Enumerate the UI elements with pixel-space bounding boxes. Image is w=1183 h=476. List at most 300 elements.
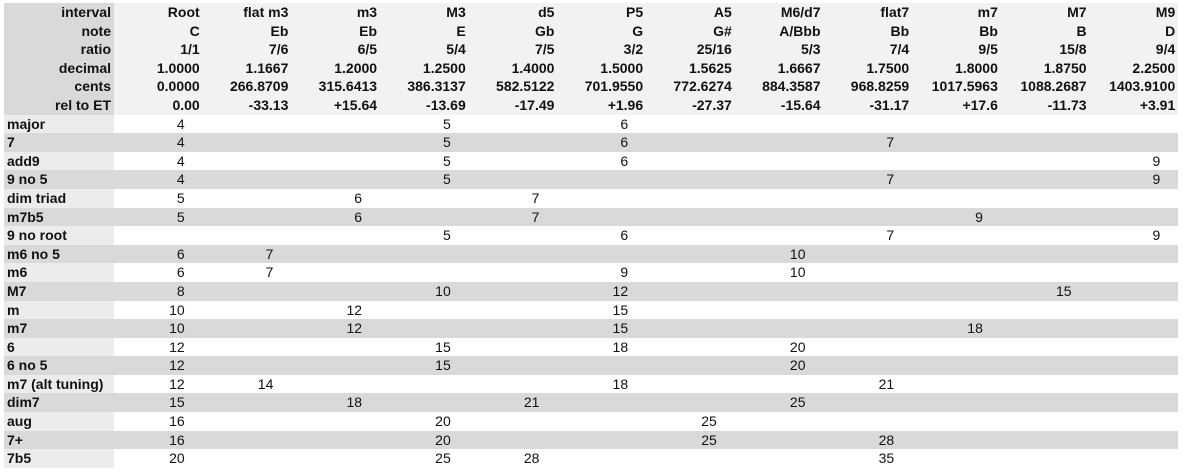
chord-value-cell[interactable] bbox=[469, 375, 558, 394]
header-value-cell[interactable]: flat m3 bbox=[203, 3, 292, 22]
chord-value-cell[interactable] bbox=[1090, 375, 1179, 394]
chord-value-cell[interactable] bbox=[203, 393, 292, 412]
chord-value-cell[interactable] bbox=[291, 226, 380, 245]
row-header-cell[interactable]: rel to ET bbox=[4, 96, 114, 115]
chord-value-cell[interactable] bbox=[735, 208, 824, 227]
header-value-cell[interactable]: 9/4 bbox=[1090, 40, 1179, 59]
chord-value-cell[interactable]: 5 bbox=[380, 115, 469, 134]
chord-value-cell[interactable] bbox=[469, 431, 558, 450]
chord-value-cell[interactable]: 12 bbox=[291, 319, 380, 338]
chord-value-cell[interactable] bbox=[203, 115, 292, 134]
chord-value-cell[interactable] bbox=[291, 412, 380, 431]
chord-value-cell[interactable] bbox=[824, 282, 913, 301]
chord-value-cell[interactable] bbox=[469, 133, 558, 152]
header-value-cell[interactable]: G bbox=[557, 22, 646, 41]
chord-value-cell[interactable] bbox=[1090, 208, 1179, 227]
header-value-cell[interactable]: 3/2 bbox=[557, 40, 646, 59]
chord-name-cell[interactable]: m6 bbox=[4, 263, 114, 282]
chord-value-cell[interactable]: 21 bbox=[824, 375, 913, 394]
header-value-cell[interactable]: D bbox=[1090, 22, 1179, 41]
header-value-cell[interactable]: Bb bbox=[912, 22, 1001, 41]
header-value-cell[interactable]: -15.64 bbox=[735, 96, 824, 115]
chord-value-cell[interactable]: 5 bbox=[380, 133, 469, 152]
chord-value-cell[interactable] bbox=[912, 393, 1001, 412]
chord-value-cell[interactable] bbox=[646, 301, 735, 320]
header-value-cell[interactable]: 1.1667 bbox=[203, 59, 292, 78]
chord-value-cell[interactable] bbox=[380, 319, 469, 338]
chord-value-cell[interactable]: 15 bbox=[557, 301, 646, 320]
chord-value-cell[interactable] bbox=[1001, 338, 1090, 357]
chord-value-cell[interactable] bbox=[912, 282, 1001, 301]
chord-value-cell[interactable]: 7 bbox=[824, 133, 913, 152]
header-value-cell[interactable]: -31.17 bbox=[824, 96, 913, 115]
chord-value-cell[interactable] bbox=[1001, 319, 1090, 338]
chord-value-cell[interactable]: 9 bbox=[912, 208, 1001, 227]
chord-name-cell[interactable]: 7 bbox=[4, 133, 114, 152]
chord-value-cell[interactable]: 7 bbox=[469, 189, 558, 208]
chord-value-cell[interactable]: 4 bbox=[114, 170, 203, 189]
chord-value-cell[interactable]: 18 bbox=[291, 393, 380, 412]
chord-value-cell[interactable]: 10 bbox=[735, 263, 824, 282]
chord-value-cell[interactable] bbox=[912, 263, 1001, 282]
chord-value-cell[interactable] bbox=[646, 115, 735, 134]
chord-value-cell[interactable] bbox=[1001, 245, 1090, 264]
chord-value-cell[interactable] bbox=[735, 412, 824, 431]
header-value-cell[interactable]: Bb bbox=[824, 22, 913, 41]
header-value-cell[interactable]: +1.96 bbox=[557, 96, 646, 115]
chord-value-cell[interactable] bbox=[646, 263, 735, 282]
chord-value-cell[interactable] bbox=[469, 263, 558, 282]
header-value-cell[interactable]: 1.4000 bbox=[469, 59, 558, 78]
chord-value-cell[interactable] bbox=[735, 319, 824, 338]
header-value-cell[interactable]: 1.7500 bbox=[824, 59, 913, 78]
chord-value-cell[interactable] bbox=[824, 189, 913, 208]
header-value-cell[interactable]: 5/3 bbox=[735, 40, 824, 59]
row-header-cell[interactable]: ratio bbox=[4, 40, 114, 59]
header-value-cell[interactable]: 7/6 bbox=[203, 40, 292, 59]
header-value-cell[interactable]: Eb bbox=[203, 22, 292, 41]
chord-value-cell[interactable] bbox=[380, 208, 469, 227]
chord-value-cell[interactable]: 21 bbox=[469, 393, 558, 412]
chord-value-cell[interactable] bbox=[735, 226, 824, 245]
chord-value-cell[interactable] bbox=[203, 133, 292, 152]
chord-value-cell[interactable] bbox=[291, 133, 380, 152]
chord-value-cell[interactable]: 4 bbox=[114, 152, 203, 171]
header-value-cell[interactable]: M7 bbox=[1001, 3, 1090, 22]
chord-value-cell[interactable] bbox=[469, 226, 558, 245]
header-value-cell[interactable]: -33.13 bbox=[203, 96, 292, 115]
chord-value-cell[interactable] bbox=[735, 301, 824, 320]
row-header-cell[interactable]: interval bbox=[4, 3, 114, 22]
chord-name-cell[interactable]: 7b5 bbox=[4, 449, 114, 468]
header-value-cell[interactable]: A/Bbb bbox=[735, 22, 824, 41]
chord-value-cell[interactable] bbox=[203, 282, 292, 301]
chord-value-cell[interactable] bbox=[557, 412, 646, 431]
chord-value-cell[interactable]: 6 bbox=[557, 152, 646, 171]
chord-value-cell[interactable] bbox=[557, 245, 646, 264]
chord-value-cell[interactable] bbox=[1001, 208, 1090, 227]
chord-value-cell[interactable] bbox=[291, 115, 380, 134]
header-value-cell[interactable]: 884.3587 bbox=[735, 77, 824, 96]
header-value-cell[interactable]: 1.2000 bbox=[291, 59, 380, 78]
chord-value-cell[interactable] bbox=[1001, 301, 1090, 320]
header-value-cell[interactable]: 1403.9100 bbox=[1090, 77, 1179, 96]
chord-value-cell[interactable] bbox=[824, 412, 913, 431]
chord-value-cell[interactable]: 10 bbox=[380, 282, 469, 301]
chord-value-cell[interactable] bbox=[380, 375, 469, 394]
chord-value-cell[interactable] bbox=[735, 115, 824, 134]
chord-value-cell[interactable]: 5 bbox=[114, 208, 203, 227]
chord-value-cell[interactable]: 7 bbox=[824, 170, 913, 189]
header-value-cell[interactable]: 25/16 bbox=[646, 40, 735, 59]
header-value-cell[interactable]: m3 bbox=[291, 3, 380, 22]
chord-value-cell[interactable] bbox=[203, 319, 292, 338]
chord-value-cell[interactable] bbox=[824, 356, 913, 375]
chord-value-cell[interactable] bbox=[824, 208, 913, 227]
chord-value-cell[interactable] bbox=[646, 319, 735, 338]
chord-value-cell[interactable]: 16 bbox=[114, 412, 203, 431]
chord-value-cell[interactable] bbox=[646, 245, 735, 264]
chord-value-cell[interactable] bbox=[1090, 338, 1179, 357]
chord-value-cell[interactable] bbox=[291, 245, 380, 264]
chord-value-cell[interactable]: 5 bbox=[380, 226, 469, 245]
chord-value-cell[interactable] bbox=[203, 189, 292, 208]
chord-value-cell[interactable] bbox=[557, 208, 646, 227]
header-value-cell[interactable]: -27.37 bbox=[646, 96, 735, 115]
chord-value-cell[interactable] bbox=[557, 393, 646, 412]
chord-value-cell[interactable]: 28 bbox=[824, 431, 913, 450]
chord-value-cell[interactable] bbox=[912, 115, 1001, 134]
header-value-cell[interactable]: 1.0000 bbox=[114, 59, 203, 78]
chord-value-cell[interactable] bbox=[912, 431, 1001, 450]
chord-value-cell[interactable] bbox=[203, 152, 292, 171]
chord-value-cell[interactable] bbox=[646, 356, 735, 375]
chord-value-cell[interactable] bbox=[1090, 301, 1179, 320]
chord-value-cell[interactable] bbox=[1001, 356, 1090, 375]
chord-value-cell[interactable] bbox=[735, 170, 824, 189]
chord-value-cell[interactable] bbox=[1090, 449, 1179, 468]
chord-value-cell[interactable]: 25 bbox=[646, 412, 735, 431]
chord-name-cell[interactable]: 6 no 5 bbox=[4, 356, 114, 375]
chord-value-cell[interactable] bbox=[1090, 282, 1179, 301]
chord-value-cell[interactable] bbox=[469, 301, 558, 320]
chord-value-cell[interactable]: 9 bbox=[1090, 170, 1179, 189]
chord-value-cell[interactable]: 18 bbox=[912, 319, 1001, 338]
header-value-cell[interactable]: +3.91 bbox=[1090, 96, 1179, 115]
chord-value-cell[interactable]: 15 bbox=[380, 356, 469, 375]
header-value-cell[interactable]: Eb bbox=[291, 22, 380, 41]
chord-value-cell[interactable] bbox=[380, 245, 469, 264]
chord-value-cell[interactable] bbox=[735, 152, 824, 171]
chord-name-cell[interactable]: m7 bbox=[4, 319, 114, 338]
chord-value-cell[interactable]: 14 bbox=[203, 375, 292, 394]
chord-value-cell[interactable]: 10 bbox=[114, 319, 203, 338]
chord-value-cell[interactable]: 6 bbox=[557, 133, 646, 152]
chord-value-cell[interactable]: 9 bbox=[1090, 226, 1179, 245]
header-value-cell[interactable]: 2.2500 bbox=[1090, 59, 1179, 78]
chord-value-cell[interactable] bbox=[469, 170, 558, 189]
chord-value-cell[interactable] bbox=[646, 208, 735, 227]
header-value-cell[interactable]: m7 bbox=[912, 3, 1001, 22]
chord-value-cell[interactable] bbox=[380, 189, 469, 208]
header-value-cell[interactable]: G# bbox=[646, 22, 735, 41]
header-value-cell[interactable]: 9/5 bbox=[912, 40, 1001, 59]
chord-value-cell[interactable]: 7 bbox=[469, 208, 558, 227]
chord-value-cell[interactable] bbox=[824, 301, 913, 320]
header-value-cell[interactable]: C bbox=[114, 22, 203, 41]
chord-value-cell[interactable]: 8 bbox=[114, 282, 203, 301]
chord-value-cell[interactable] bbox=[114, 226, 203, 245]
chord-value-cell[interactable]: 6 bbox=[557, 226, 646, 245]
chord-value-cell[interactable] bbox=[824, 115, 913, 134]
chord-value-cell[interactable] bbox=[469, 115, 558, 134]
chord-value-cell[interactable] bbox=[646, 133, 735, 152]
chord-value-cell[interactable] bbox=[1001, 375, 1090, 394]
row-header-cell[interactable]: cents bbox=[4, 77, 114, 96]
chord-value-cell[interactable] bbox=[646, 393, 735, 412]
chord-value-cell[interactable] bbox=[912, 152, 1001, 171]
chord-value-cell[interactable]: 16 bbox=[114, 431, 203, 450]
chord-value-cell[interactable] bbox=[1090, 189, 1179, 208]
row-header-cell[interactable]: decimal bbox=[4, 59, 114, 78]
chord-name-cell[interactable]: major bbox=[4, 115, 114, 134]
chord-value-cell[interactable]: 12 bbox=[114, 356, 203, 375]
chord-value-cell[interactable] bbox=[1001, 393, 1090, 412]
chord-value-cell[interactable] bbox=[380, 301, 469, 320]
chord-value-cell[interactable]: 6 bbox=[114, 245, 203, 264]
chord-value-cell[interactable] bbox=[646, 226, 735, 245]
chord-name-cell[interactable]: add9 bbox=[4, 152, 114, 171]
chord-value-cell[interactable] bbox=[735, 189, 824, 208]
chord-value-cell[interactable]: 18 bbox=[557, 338, 646, 357]
header-value-cell[interactable]: E bbox=[380, 22, 469, 41]
chord-value-cell[interactable] bbox=[1090, 245, 1179, 264]
header-value-cell[interactable]: 7/5 bbox=[469, 40, 558, 59]
header-value-cell[interactable]: 1.5000 bbox=[557, 59, 646, 78]
chord-value-cell[interactable]: 5 bbox=[114, 189, 203, 208]
chord-value-cell[interactable]: 15 bbox=[114, 393, 203, 412]
chord-name-cell[interactable]: M7 bbox=[4, 282, 114, 301]
chord-value-cell[interactable]: 10 bbox=[735, 245, 824, 264]
chord-value-cell[interactable] bbox=[824, 152, 913, 171]
chord-value-cell[interactable] bbox=[1001, 133, 1090, 152]
chord-value-cell[interactable] bbox=[646, 152, 735, 171]
chord-value-cell[interactable] bbox=[469, 245, 558, 264]
chord-value-cell[interactable] bbox=[203, 431, 292, 450]
chord-value-cell[interactable] bbox=[1090, 412, 1179, 431]
chord-value-cell[interactable] bbox=[1090, 133, 1179, 152]
chord-value-cell[interactable]: 28 bbox=[469, 449, 558, 468]
chord-value-cell[interactable] bbox=[912, 338, 1001, 357]
chord-value-cell[interactable]: 6 bbox=[114, 263, 203, 282]
header-value-cell[interactable]: P5 bbox=[557, 3, 646, 22]
chord-value-cell[interactable] bbox=[291, 431, 380, 450]
header-value-cell[interactable]: -17.49 bbox=[469, 96, 558, 115]
chord-value-cell[interactable]: 7 bbox=[203, 245, 292, 264]
header-value-cell[interactable]: 7/4 bbox=[824, 40, 913, 59]
header-value-cell[interactable]: 315.6413 bbox=[291, 77, 380, 96]
header-value-cell[interactable]: Root bbox=[114, 3, 203, 22]
chord-value-cell[interactable]: 25 bbox=[646, 431, 735, 450]
chord-value-cell[interactable]: 20 bbox=[735, 338, 824, 357]
chord-value-cell[interactable]: 12 bbox=[291, 301, 380, 320]
chord-value-cell[interactable]: 12 bbox=[557, 282, 646, 301]
chord-value-cell[interactable] bbox=[646, 170, 735, 189]
chord-value-cell[interactable]: 15 bbox=[380, 338, 469, 357]
chord-value-cell[interactable] bbox=[203, 356, 292, 375]
header-value-cell[interactable]: 968.8259 bbox=[824, 77, 913, 96]
chord-value-cell[interactable] bbox=[291, 375, 380, 394]
chord-value-cell[interactable]: 35 bbox=[824, 449, 913, 468]
header-value-cell[interactable]: 5/4 bbox=[380, 40, 469, 59]
chord-name-cell[interactable]: 9 no root bbox=[4, 226, 114, 245]
chord-value-cell[interactable]: 18 bbox=[557, 375, 646, 394]
chord-value-cell[interactable] bbox=[1001, 449, 1090, 468]
header-value-cell[interactable]: 1.8000 bbox=[912, 59, 1001, 78]
chord-value-cell[interactable] bbox=[1001, 189, 1090, 208]
header-value-cell[interactable]: M6/d7 bbox=[735, 3, 824, 22]
header-value-cell[interactable]: -13.69 bbox=[380, 96, 469, 115]
chord-value-cell[interactable] bbox=[1001, 152, 1090, 171]
chord-name-cell[interactable]: 9 no 5 bbox=[4, 170, 114, 189]
chord-value-cell[interactable] bbox=[557, 356, 646, 375]
chord-value-cell[interactable] bbox=[1001, 263, 1090, 282]
chord-value-cell[interactable] bbox=[469, 319, 558, 338]
chord-value-cell[interactable] bbox=[203, 170, 292, 189]
chord-value-cell[interactable] bbox=[469, 356, 558, 375]
chord-value-cell[interactable]: 9 bbox=[1090, 152, 1179, 171]
header-value-cell[interactable]: 1/1 bbox=[114, 40, 203, 59]
chord-value-cell[interactable] bbox=[1090, 356, 1179, 375]
chord-value-cell[interactable] bbox=[203, 338, 292, 357]
chord-value-cell[interactable] bbox=[912, 375, 1001, 394]
chord-value-cell[interactable]: 20 bbox=[735, 356, 824, 375]
chord-value-cell[interactable] bbox=[291, 152, 380, 171]
chord-name-cell[interactable]: m7b5 bbox=[4, 208, 114, 227]
chord-value-cell[interactable] bbox=[380, 393, 469, 412]
chord-value-cell[interactable] bbox=[203, 208, 292, 227]
chord-value-cell[interactable] bbox=[469, 338, 558, 357]
chord-value-cell[interactable] bbox=[912, 226, 1001, 245]
chord-value-cell[interactable] bbox=[912, 412, 1001, 431]
chord-value-cell[interactable] bbox=[203, 412, 292, 431]
chord-value-cell[interactable] bbox=[912, 189, 1001, 208]
chord-value-cell[interactable] bbox=[646, 375, 735, 394]
header-value-cell[interactable]: M3 bbox=[380, 3, 469, 22]
chord-value-cell[interactable]: 6 bbox=[557, 115, 646, 134]
chord-value-cell[interactable] bbox=[735, 449, 824, 468]
chord-value-cell[interactable] bbox=[912, 133, 1001, 152]
chord-value-cell[interactable] bbox=[1001, 115, 1090, 134]
chord-value-cell[interactable] bbox=[824, 393, 913, 412]
chord-name-cell[interactable]: m7 (alt tuning) bbox=[4, 375, 114, 394]
header-value-cell[interactable]: +15.64 bbox=[291, 96, 380, 115]
header-value-cell[interactable]: -11.73 bbox=[1001, 96, 1090, 115]
header-value-cell[interactable]: M9 bbox=[1090, 3, 1179, 22]
chord-value-cell[interactable] bbox=[291, 263, 380, 282]
chord-value-cell[interactable] bbox=[291, 338, 380, 357]
chord-name-cell[interactable]: dim triad bbox=[4, 189, 114, 208]
chord-value-cell[interactable] bbox=[557, 189, 646, 208]
chord-value-cell[interactable] bbox=[291, 356, 380, 375]
chord-value-cell[interactable] bbox=[912, 245, 1001, 264]
chord-value-cell[interactable] bbox=[1090, 263, 1179, 282]
chord-value-cell[interactable]: 10 bbox=[114, 301, 203, 320]
chord-value-cell[interactable] bbox=[912, 356, 1001, 375]
header-value-cell[interactable]: 0.0000 bbox=[114, 77, 203, 96]
chord-value-cell[interactable]: 15 bbox=[1001, 282, 1090, 301]
chord-value-cell[interactable] bbox=[1090, 393, 1179, 412]
chord-value-cell[interactable] bbox=[912, 449, 1001, 468]
chord-value-cell[interactable]: 25 bbox=[735, 393, 824, 412]
chord-value-cell[interactable]: 6 bbox=[291, 208, 380, 227]
chord-value-cell[interactable]: 7 bbox=[203, 263, 292, 282]
chord-name-cell[interactable]: m bbox=[4, 301, 114, 320]
chord-value-cell[interactable] bbox=[735, 375, 824, 394]
chord-value-cell[interactable] bbox=[557, 170, 646, 189]
chord-name-cell[interactable]: 7+ bbox=[4, 431, 114, 450]
chord-value-cell[interactable]: 20 bbox=[114, 449, 203, 468]
chord-value-cell[interactable] bbox=[203, 301, 292, 320]
header-value-cell[interactable]: 266.8709 bbox=[203, 77, 292, 96]
header-value-cell[interactable]: B bbox=[1001, 22, 1090, 41]
header-value-cell[interactable]: 1.2500 bbox=[380, 59, 469, 78]
chord-name-cell[interactable]: dim7 bbox=[4, 393, 114, 412]
chord-value-cell[interactable] bbox=[1090, 319, 1179, 338]
chord-value-cell[interactable]: 12 bbox=[114, 375, 203, 394]
chord-value-cell[interactable]: 7 bbox=[824, 226, 913, 245]
chord-value-cell[interactable] bbox=[557, 431, 646, 450]
chord-value-cell[interactable]: 4 bbox=[114, 133, 203, 152]
header-value-cell[interactable]: 1017.5963 bbox=[912, 77, 1001, 96]
chord-value-cell[interactable]: 5 bbox=[380, 170, 469, 189]
chord-value-cell[interactable] bbox=[557, 449, 646, 468]
chord-value-cell[interactable] bbox=[380, 263, 469, 282]
chord-value-cell[interactable] bbox=[912, 301, 1001, 320]
header-value-cell[interactable]: 582.5122 bbox=[469, 77, 558, 96]
chord-value-cell[interactable] bbox=[824, 338, 913, 357]
header-value-cell[interactable]: 1.5625 bbox=[646, 59, 735, 78]
chord-value-cell[interactable]: 20 bbox=[380, 412, 469, 431]
header-value-cell[interactable]: A5 bbox=[646, 3, 735, 22]
header-value-cell[interactable]: 1088.2687 bbox=[1001, 77, 1090, 96]
chord-value-cell[interactable] bbox=[735, 431, 824, 450]
chord-value-cell[interactable] bbox=[824, 263, 913, 282]
chord-value-cell[interactable]: 5 bbox=[380, 152, 469, 171]
chord-value-cell[interactable]: 20 bbox=[380, 431, 469, 450]
header-value-cell[interactable]: 15/8 bbox=[1001, 40, 1090, 59]
chord-value-cell[interactable] bbox=[1001, 412, 1090, 431]
chord-value-cell[interactable] bbox=[469, 412, 558, 431]
chord-value-cell[interactable] bbox=[646, 338, 735, 357]
header-value-cell[interactable]: 386.3137 bbox=[380, 77, 469, 96]
header-value-cell[interactable]: d5 bbox=[469, 3, 558, 22]
header-value-cell[interactable]: +17.6 bbox=[912, 96, 1001, 115]
header-value-cell[interactable]: 772.6274 bbox=[646, 77, 735, 96]
chord-value-cell[interactable] bbox=[203, 449, 292, 468]
row-header-cell[interactable]: note bbox=[4, 22, 114, 41]
chord-value-cell[interactable]: 9 bbox=[557, 263, 646, 282]
chord-value-cell[interactable] bbox=[291, 170, 380, 189]
header-value-cell[interactable]: 0.00 bbox=[114, 96, 203, 115]
chord-value-cell[interactable] bbox=[646, 189, 735, 208]
chord-value-cell[interactable] bbox=[469, 152, 558, 171]
chord-name-cell[interactable]: 6 bbox=[4, 338, 114, 357]
chord-value-cell[interactable] bbox=[469, 282, 558, 301]
chord-name-cell[interactable]: m6 no 5 bbox=[4, 245, 114, 264]
chord-value-cell[interactable]: 15 bbox=[557, 319, 646, 338]
chord-value-cell[interactable]: 6 bbox=[291, 189, 380, 208]
